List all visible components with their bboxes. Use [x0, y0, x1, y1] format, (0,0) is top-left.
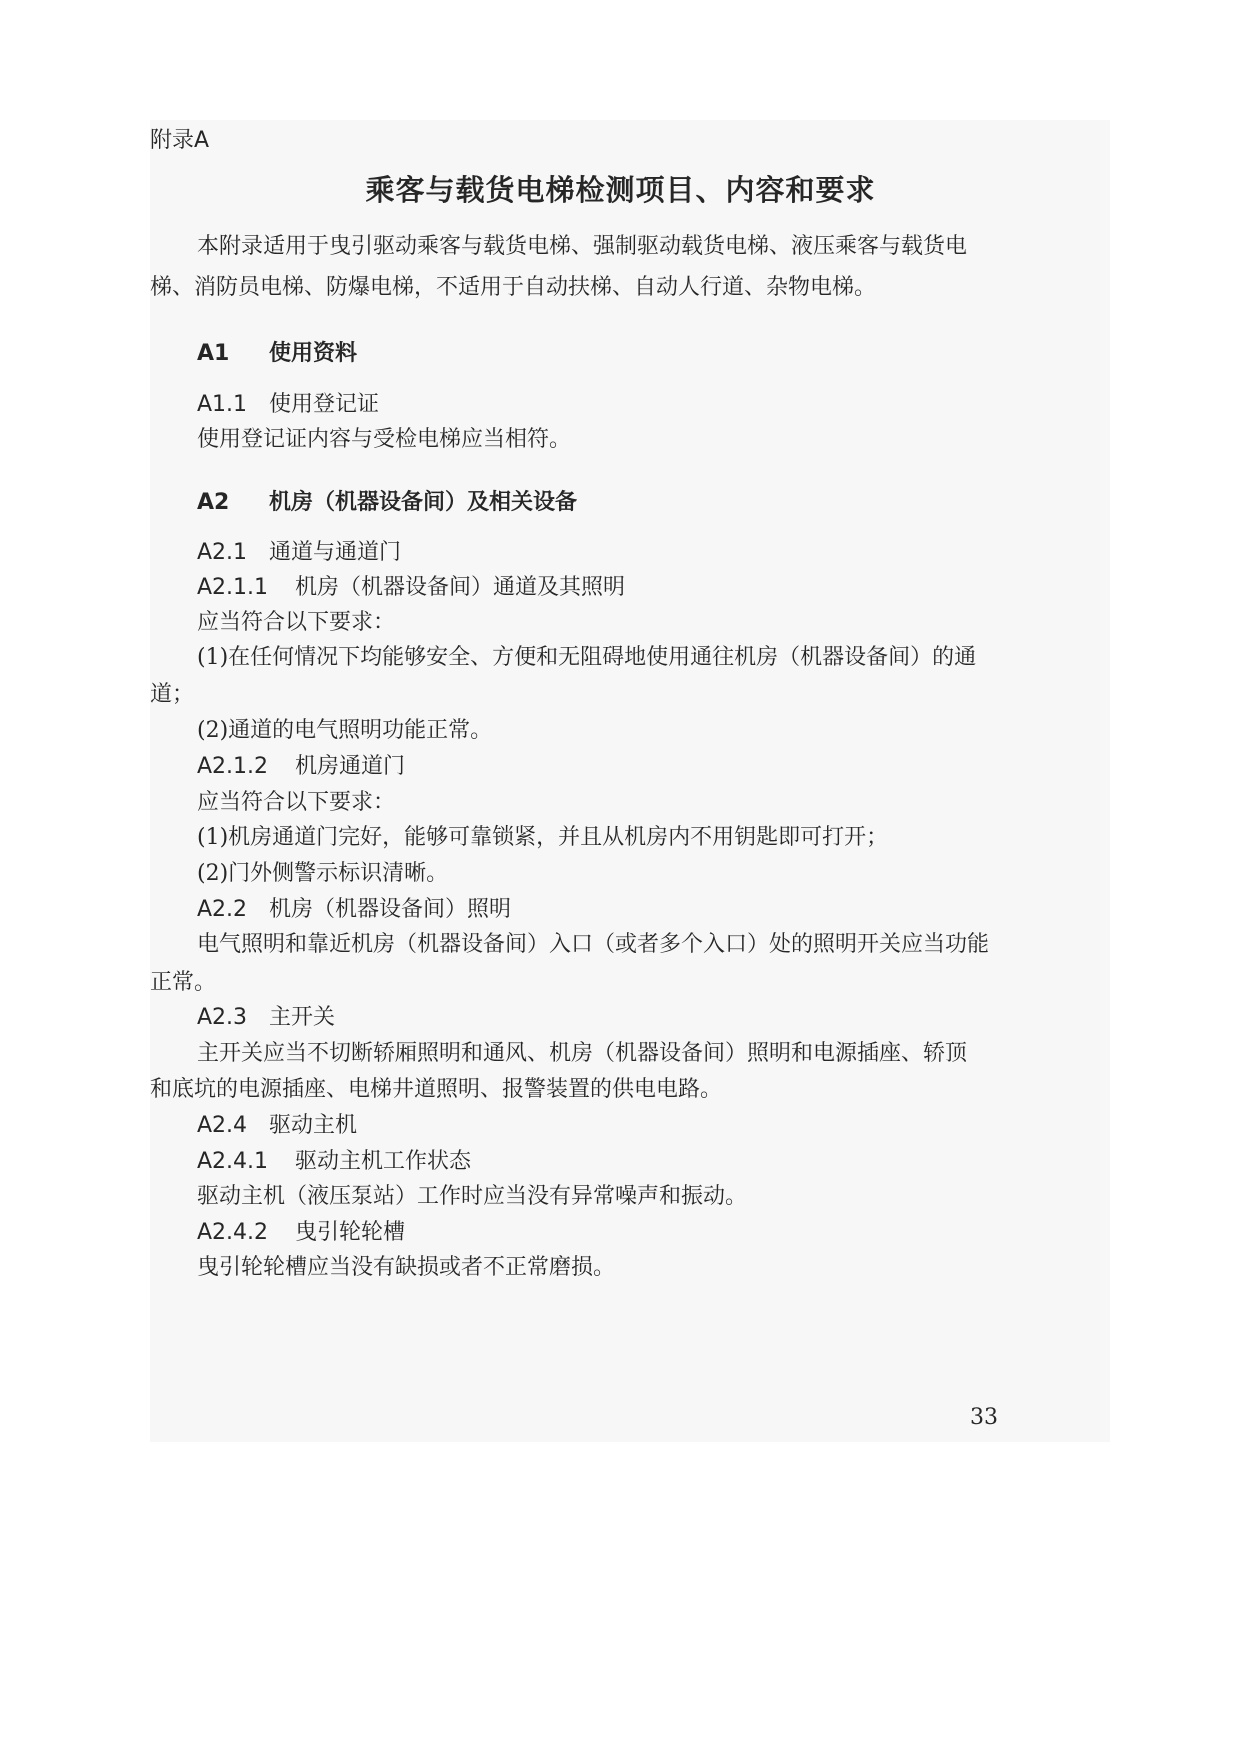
section-number: A2.4: [197, 1113, 248, 1138]
section-a2-heading: [197, 488, 577, 518]
section-number: A2.4.1: [197, 1149, 269, 1174]
section-a1-1-text: 使用登记证内容与受检电梯应当相符。: [197, 427, 572, 452]
section-title: 机房（机器设备间）照明: [269, 897, 512, 922]
section-a1-1-heading: [197, 390, 379, 420]
section-a2-3-heading: [197, 1003, 335, 1033]
list-item-2: (2)门外侧警示标识清晰。: [197, 861, 449, 886]
section-a2-4-1-text: 驱动主机（液压泵站）工作时应当没有异常噪声和振动。: [197, 1184, 748, 1209]
requirement-intro: 应当符合以下要求：: [197, 790, 396, 815]
section-title: 使用资料: [269, 341, 358, 366]
section-a2-2-text-line-1: 电气照明和靠近机房（机器设备间）入口（或者多个入口）处的照明开关应当功能: [197, 932, 990, 957]
section-title: 机房（机器设备间）及相关设备: [269, 490, 578, 515]
section-title: 机房通道门: [295, 754, 406, 779]
section-title: 曳引轮轮槽: [295, 1220, 406, 1245]
list-item-2: (2)通道的电气照明功能正常。: [197, 718, 493, 743]
page-number: 33: [970, 1405, 998, 1430]
page-title: 乘客与载货电梯检测项目、内容和要求: [365, 173, 876, 207]
section-number: A2.4.2: [197, 1220, 269, 1245]
section-a2-2-text-line-2: 正常。: [150, 970, 217, 995]
section-title: 驱动主机: [269, 1113, 358, 1138]
section-a2-1-2-heading: [197, 752, 405, 782]
section-a2-4-1-heading: [197, 1147, 471, 1177]
section-title: 机房（机器设备间）通道及其照明: [295, 575, 626, 600]
section-number: A2.1.1: [197, 575, 269, 600]
section-number: A2.1.2: [197, 754, 269, 779]
section-number: A2.1: [197, 540, 248, 565]
section-a1-heading: [197, 339, 357, 369]
section-title: 驱动主机工作状态: [295, 1149, 472, 1174]
section-number: A2: [197, 490, 230, 515]
appendix-label: 附录A: [150, 128, 210, 153]
section-number: A1.1: [197, 392, 248, 417]
requirement-intro: 应当符合以下要求：: [197, 610, 396, 635]
section-a2-3-text-line-2: 和底坑的电源插座、电梯井道照明、报警装置的供电电路。: [150, 1077, 723, 1102]
list-item-1: (1)在任何情况下均能够安全、方便和无阻碍地使用通往机房（机器设备间）的通: [197, 645, 977, 670]
section-a2-4-heading: [197, 1111, 357, 1141]
section-a2-2-heading: [197, 895, 511, 925]
section-a2-1-1-heading: [197, 573, 625, 603]
section-number: A1: [197, 341, 230, 366]
section-a2-4-2-heading: [197, 1218, 405, 1248]
section-title: 通道与通道门: [269, 540, 402, 565]
section-a2-3-text-line-1: 主开关应当不切断轿厢照明和通风、机房（机器设备间）照明和电源插座、轿顶: [197, 1041, 968, 1066]
intro-line-1: 本附录适用于曳引驱动乘客与载货电梯、强制驱动载货电梯、液压乘客与载货电: [197, 234, 968, 259]
list-item-1-continued: 道；: [150, 682, 195, 707]
section-number: A2.3: [197, 1005, 248, 1030]
section-a2-1-heading: [197, 538, 401, 568]
section-number: A2.2: [197, 897, 248, 922]
section-title: 主开关: [269, 1005, 336, 1030]
list-item-1: (1)机房通道门完好，能够可靠锁紧，并且从机房内不用钥匙即可打开；: [197, 825, 889, 850]
section-title: 使用登记证: [269, 392, 380, 417]
section-a2-4-2-text: 曳引轮轮槽应当没有缺损或者不正常磨损。: [197, 1255, 616, 1280]
intro-line-2: 梯、消防员电梯、防爆电梯，不适用于自动扶梯、自动人行道、杂物电梯。: [150, 275, 877, 300]
